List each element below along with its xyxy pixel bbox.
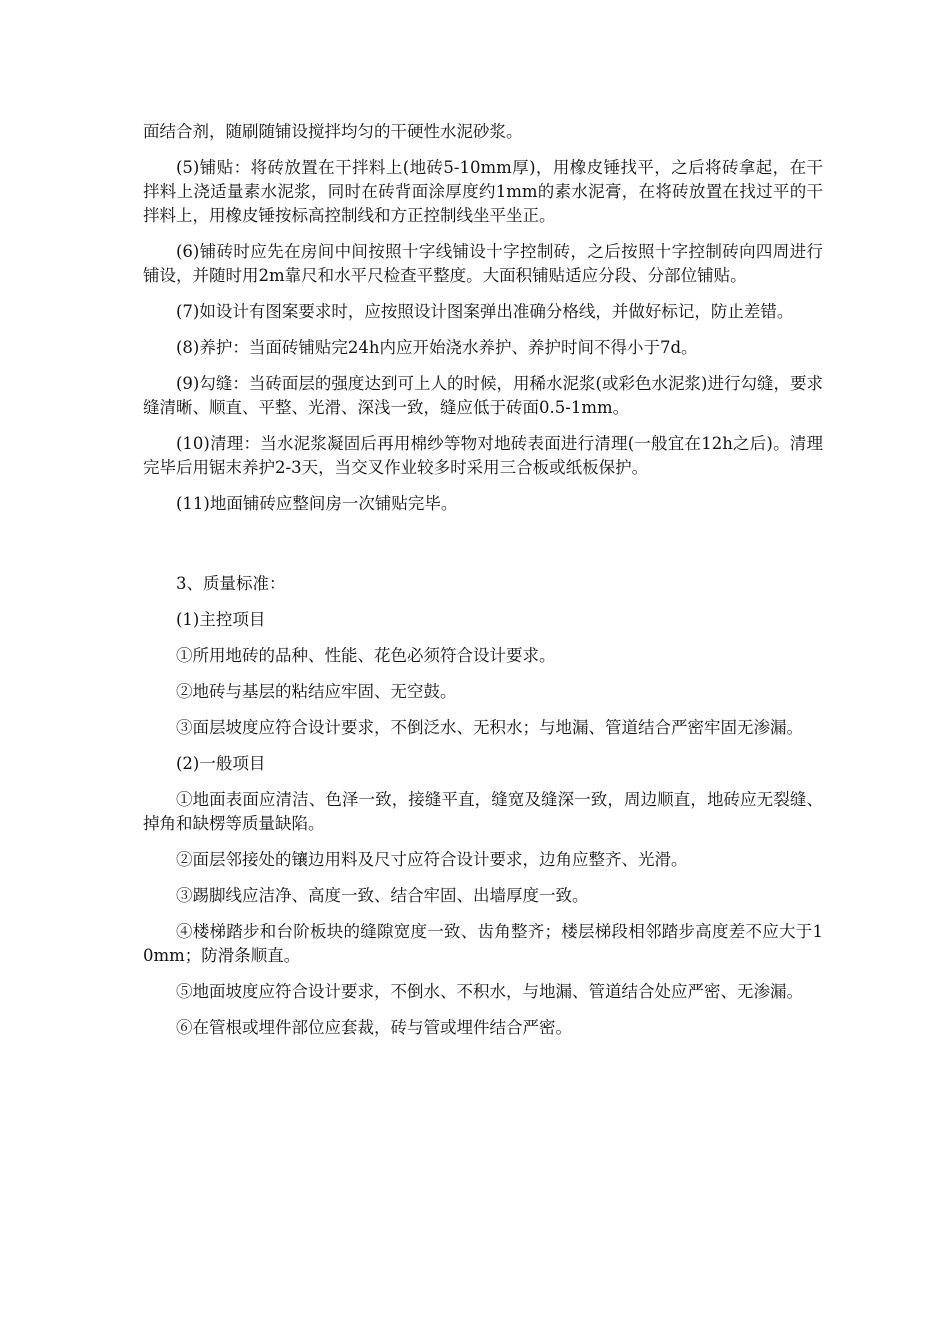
paragraph-step-6-order: (6)铺砖时应先在房间中间按照十字线铺设十字控制砖，之后按照十字控制砖向四周进行铺设，并随时用2m靠尺和水平尺检查平整度。大面积铺贴适应分段、分部位铺贴。	[143, 242, 823, 285]
quality-standard-heading: 3、质量标准：	[176, 574, 286, 593]
main-control-item: ①所用地砖的品种、性能、花色必须符合设计要求。	[176, 646, 556, 665]
paragraph-continuation: 面结合剂，随刷随铺设搅拌均匀的干硬性水泥砂浆。	[143, 122, 523, 141]
general-item: ⑥在管根或埋件部位应套裁，砖与管或埋件结合严密。	[176, 1018, 572, 1037]
paragraph-step-8-curing: (8)养护：当面砖铺贴完24h内应开始浇水养护、养护时间不得小于7d。	[176, 338, 698, 357]
general-items-title: (2)一般项目	[176, 754, 266, 773]
document-body	[143, 120, 823, 1052]
section-spacer	[143, 528, 823, 572]
main-control-item: ③面层坡度应符合设计要求，不倒泛水、无积水；与地漏、管道结合严密牢固无渗漏。	[176, 718, 803, 737]
general-item: ②面层邻接处的镶边用料及尺寸应符合设计要求，边角应整齐、光滑。	[176, 850, 688, 869]
general-item: ④楼梯踏步和台阶板块的缝隙宽度一致、齿角整齐；楼层梯段相邻踏步高度差不应大于10mm；防滑条顺直。	[143, 922, 823, 965]
paragraph-step-5-laying: (5)铺贴：将砖放置在干拌料上(地砖5-10mm厚)，用橡皮锤找平，之后将砖拿起，在干拌料上浇适量素水泥浆，同时在砖背面涂厚度约1mm的素水泥膏，在将砖放置在找过平的干拌料上，用橡皮锤按标高控制线和方正控制线坐平坐正。	[143, 158, 823, 225]
paragraph-step-7-pattern: (7)如设计有图案要求时，应按照设计图案弹出准确分格线，并做好标记，防止差错。	[176, 302, 794, 321]
main-control-title: (1)主控项目	[176, 610, 266, 629]
paragraph-step-9-jointing: (9)勾缝：当砖面层的强度达到可上人的时候，用稀水泥浆(或彩色水泥浆)进行勾缝，要求缝清晰、顺直、平整、光滑、深浅一致，缝应低于砖面0.5-1mm。	[143, 374, 823, 417]
general-item: ①地面表面应清洁、色泽一致，接缝平直，缝宽及缝深一致，周边顺直，地砖应无裂缝、掉角和缺楞等质量缺陷。	[143, 790, 823, 833]
general-item: ⑤地面坡度应符合设计要求，不倒水、不积水，与地漏、管道结合处应严密、无渗漏。	[176, 982, 803, 1001]
paragraph-step-11-complete: (11)地面铺砖应整间房一次铺贴完毕。	[176, 494, 458, 513]
general-item: ③踢脚线应洁净、高度一致、结合牢固、出墙厚度一致。	[176, 886, 589, 905]
main-control-item: ②地砖与基层的粘结应牢固、无空鼓。	[176, 682, 457, 701]
paragraph-step-10-cleaning: (10)清理：当水泥浆凝固后再用棉纱等物对地砖表面进行清理(一般宜在12h之后)。清理完毕后用锯末养护2-3天，当交叉作业较多时采用三合板或纸板保护。	[143, 434, 823, 477]
